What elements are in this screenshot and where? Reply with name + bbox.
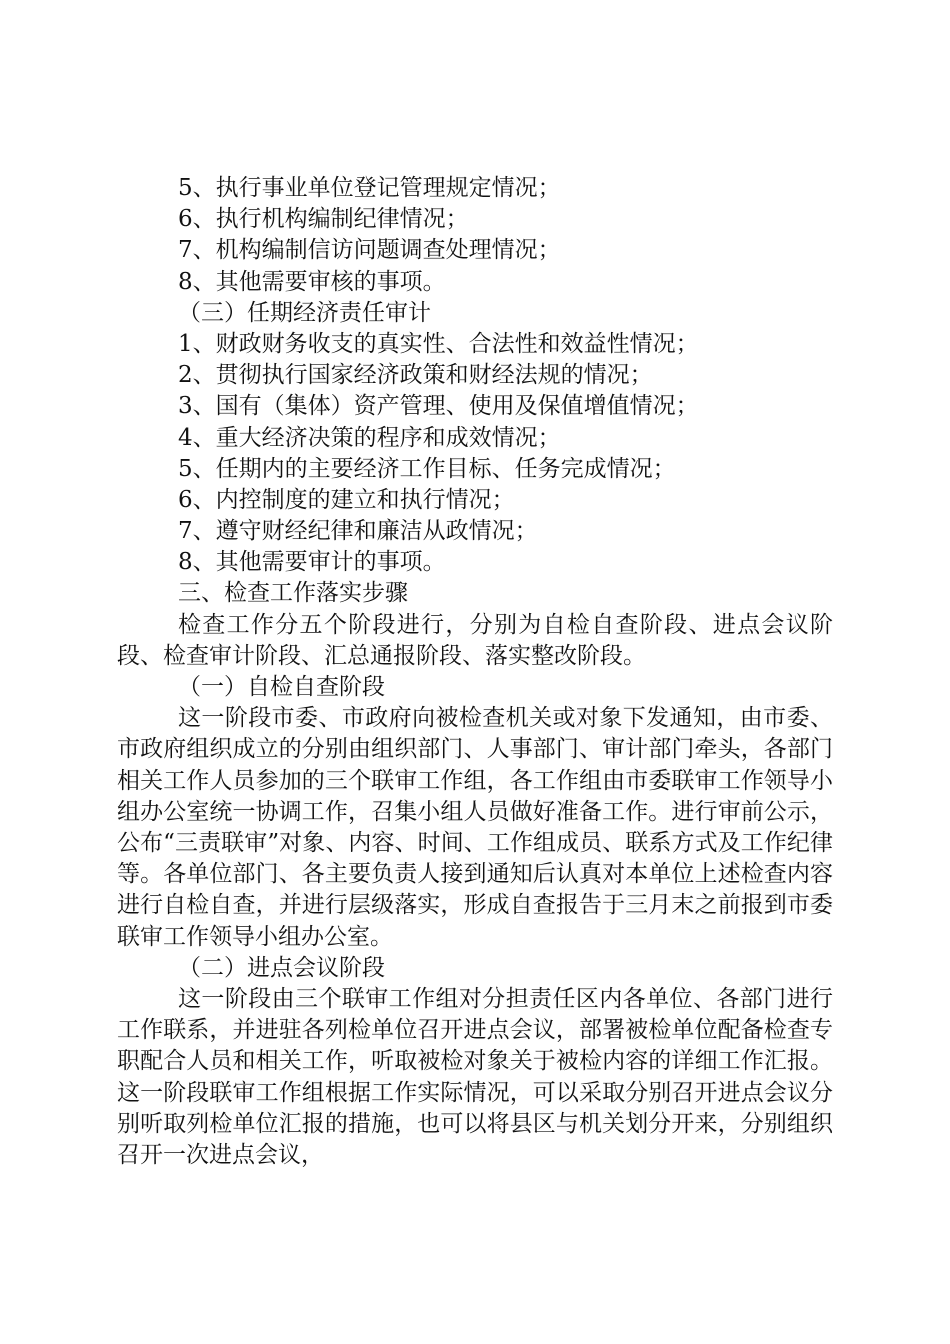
list-item: 1、财政财务收支的真实性、合法性和效益性情况； (178, 330, 699, 357)
list-item: 7、遵守财经纪律和廉洁从政情况； (178, 518, 538, 545)
list-item: 4、重大经济决策的程序和成效情况； (178, 424, 561, 451)
list-item: 2、贯彻执行国家经济政策和财经法规的情况； (178, 362, 653, 389)
list-item: 6、内控制度的建立和执行情况； (178, 486, 515, 513)
list-item: 8、其他需要审计的事项。 (178, 549, 446, 576)
paragraph: 检查工作分五个阶段进行，分别为自检自查阶段、进点会议阶段、检查审计阶段、汇总通报阶段、落实整改阶段。 (117, 611, 833, 669)
section-heading: （三）任期经济责任审计 (178, 299, 431, 326)
section-title: 三、检查工作落实步骤 (178, 580, 408, 607)
paragraph: 这一阶段由三个联审工作组对分担责任区内各单位、各部门进行工作联系，并进驻各列检单位召开进点会议，部署被检单位配备检查专职配合人员和相关工作，听取被检对象关于被检内容的详细工作汇报。这一阶段联审工作组根据工作实际情况，可以采取分别召开进点会议分别听取列检单位汇报的措施，也可以将县区与机关划分开来，分别组织召开一次进点会议， (117, 986, 833, 1169)
document-page (117, 173, 833, 1171)
list-item: 7、机构编制信访问题调查处理情况； (178, 237, 561, 264)
list-item: 8、其他需要审核的事项。 (178, 268, 446, 295)
stage-title: （二）进点会议阶段 (178, 954, 385, 981)
stage-title: （一）自检自查阶段 (178, 674, 385, 701)
list-item: 5、任期内的主要经济工作目标、任务完成情况； (178, 455, 676, 482)
paragraph: 这一阶段市委、市政府向被检查机关或对象下发通知，由市委、市政府组织成立的分别由组织部门、人事部门、审计部门牵头，各部门相关工作人员参加的三个联审工作组，各工作组由市委联审工作领导小组办公室统一协调工作，召集小组人员做好准备工作。进行审前公示，公布“三责联审”对象、内容、时间、工作组成员、联系方式及工作纪律等。各单位部门、各主要负责人接到通知后认真对本单位上述检查内容进行自检自查，并进行层级落实，形成自查报告于三月末之前报到市委联审工作领导小组办公室。 (117, 705, 833, 950)
list-item: 3、国有（集体）资产管理、使用及保值增值情况； (178, 393, 699, 420)
list-item: 5、执行事业单位登记管理规定情况； (178, 175, 561, 201)
list-item: 6、执行机构编制纪律情况； (178, 206, 469, 233)
